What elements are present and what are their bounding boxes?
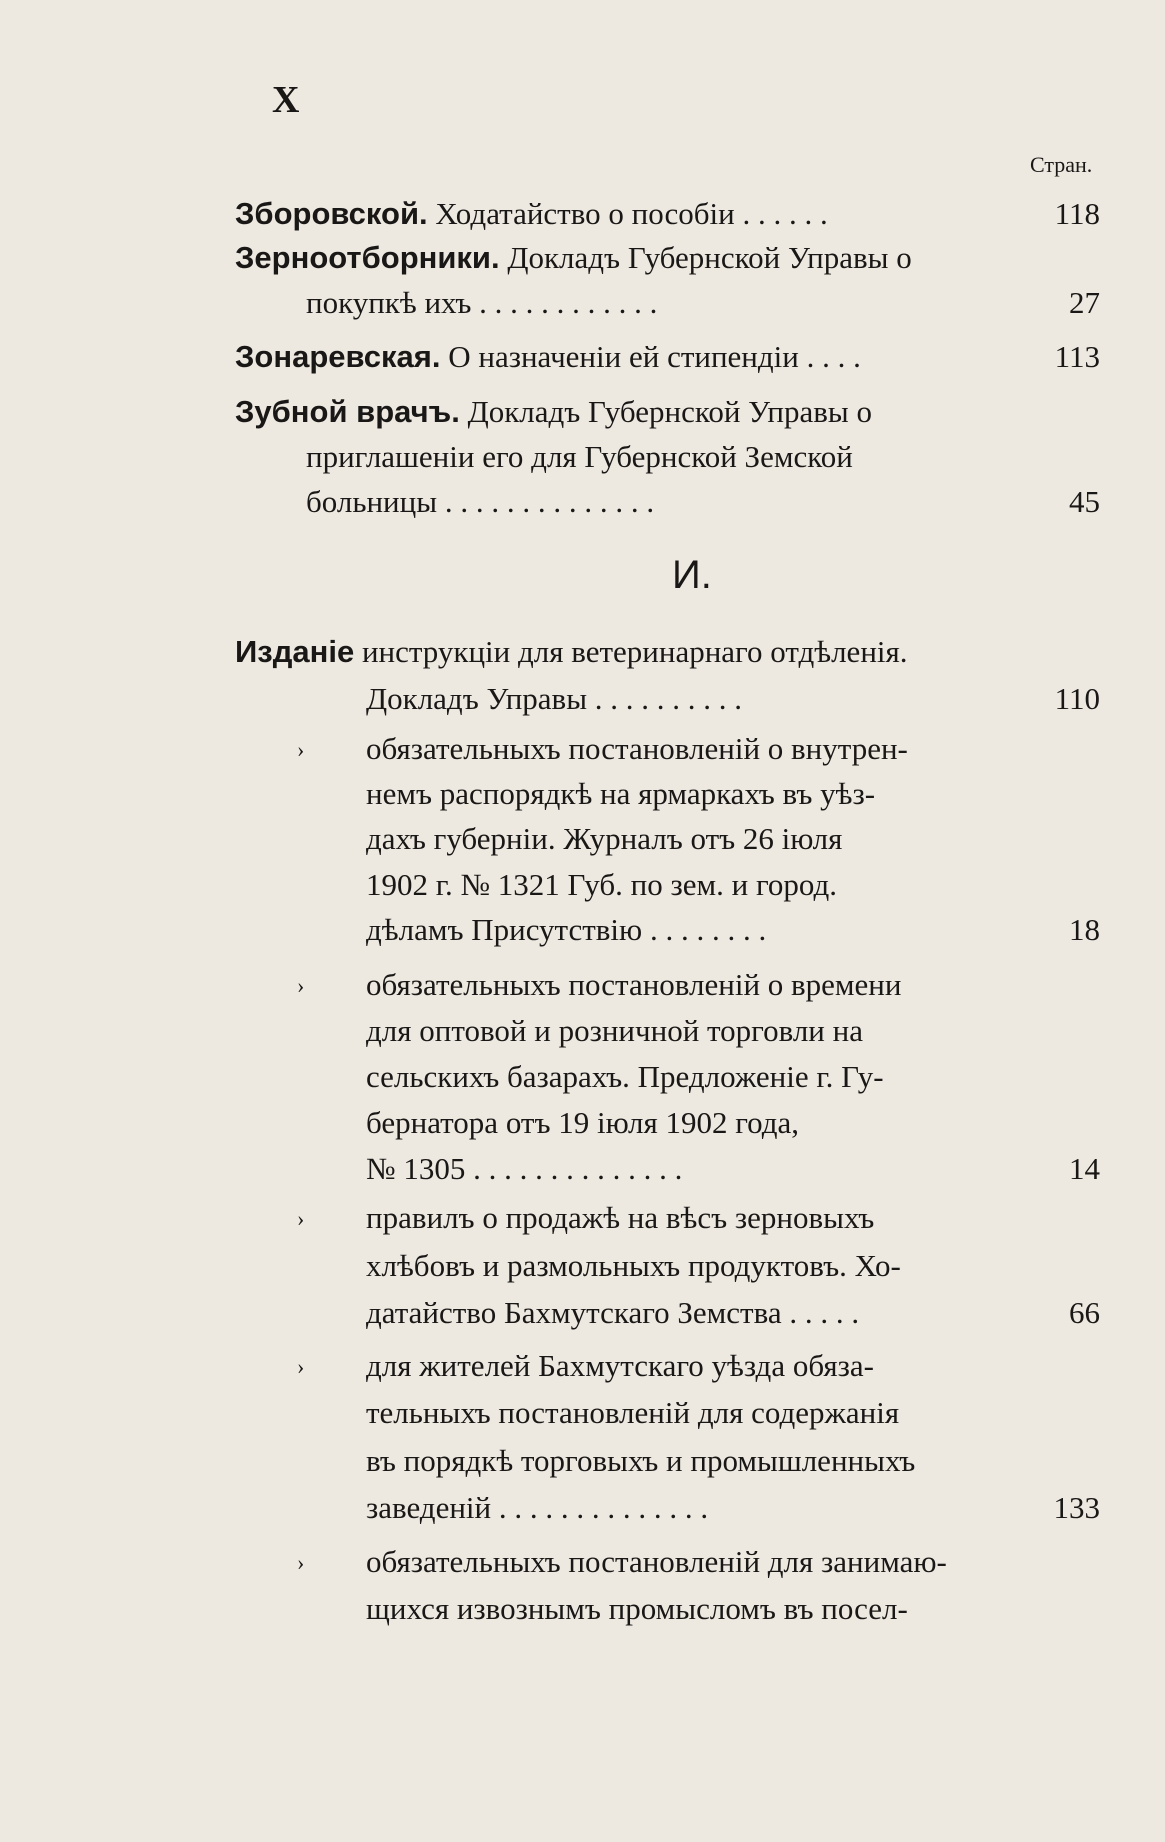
entry-text: инструкціи для ветеринарнаго отдѣленія. xyxy=(361,634,908,669)
entry-line xyxy=(235,396,872,427)
entry-line: Докладъ Управы . . . . . . . . . . xyxy=(366,681,743,716)
entry-line xyxy=(235,341,861,372)
ditto-mark: › xyxy=(297,1354,305,1379)
entry-line: № 1305 . . . . . . . . . . . . . . xyxy=(366,1151,683,1186)
entry-text: Докладъ Губернской Управы о xyxy=(507,240,912,275)
ditto-mark: › xyxy=(297,1550,305,1575)
entry-line: для оптовой и розничной торговли на xyxy=(366,1013,863,1048)
entry-line: заведеній . . . . . . . . . . . . . . xyxy=(366,1490,709,1525)
entry-line: для жителей Бахмутскаго уѣзда обяза- xyxy=(366,1348,874,1383)
entry-line: обязательныхъ постановленій о времени xyxy=(366,967,902,1002)
entry-line: бернатора отъ 19 іюля 1902 года, xyxy=(366,1105,800,1140)
entry-text: Докладъ Губернской Управы о xyxy=(467,394,872,429)
entry-page: 113 xyxy=(1054,339,1100,374)
entry-line: хлѣбовъ и размольныхъ продуктовъ. Хо- xyxy=(366,1248,901,1283)
entry-head: Зонаревская. xyxy=(235,339,441,374)
entry-page: 27 xyxy=(1069,285,1100,320)
entry-page: 45 xyxy=(1069,484,1100,519)
entry-line: обязательныхъ постановленій для занимаю- xyxy=(366,1544,947,1579)
entry-page: 118 xyxy=(1054,196,1100,231)
entry-head: Зборовской. xyxy=(235,196,428,231)
entry-line: щихся извознымъ промысломъ въ посел- xyxy=(366,1591,908,1626)
entry-text: О назначеніи ей стипендіи . . . . xyxy=(448,339,861,374)
entry-line: въ порядкѣ торговыхъ и промышленныхъ xyxy=(366,1443,916,1478)
entry-page: 66 xyxy=(1069,1295,1100,1330)
ditto-mark: › xyxy=(297,737,305,762)
entry-line: дахъ губерніи. Журналъ отъ 26 іюля xyxy=(366,821,843,856)
entry-head: Зубной врачъ. xyxy=(235,394,460,429)
entry-head: Изданіе xyxy=(235,634,355,669)
entry-head: Зерноотборники. xyxy=(235,240,500,275)
entry-text: Ходатайство о пособіи . . . . . . xyxy=(435,196,828,231)
entry-line xyxy=(235,242,912,273)
ditto-mark: › xyxy=(297,1206,305,1231)
page-number: X xyxy=(272,79,300,121)
entry-line: датайство Бахмутскаго Земства . . . . . xyxy=(366,1295,860,1330)
entry-line: сельскихъ базарахъ. Предложеніе г. Гу- xyxy=(366,1059,884,1094)
ditto-mark: › xyxy=(297,973,305,998)
entry-page: 18 xyxy=(1069,912,1100,947)
entry-page: 14 xyxy=(1069,1151,1100,1186)
entry-line: тельныхъ постановленій для содержанія xyxy=(366,1395,900,1430)
entry-line: больницы . . . . . . . . . . . . . . xyxy=(306,484,655,519)
entry-line xyxy=(235,636,908,667)
entry-line: правилъ о продажѣ на вѣсъ зерновыхъ xyxy=(366,1200,875,1235)
entry-page: 133 xyxy=(1053,1490,1100,1525)
entry-page: 110 xyxy=(1054,681,1100,716)
entry-line: дѣламъ Присутствію . . . . . . . . xyxy=(366,912,767,947)
entry-line: обязательныхъ постановленій о внутрен- xyxy=(366,731,908,766)
entry-line: покупкѣ ихъ . . . . . . . . . . . . xyxy=(306,285,658,320)
entry-line: приглашеніи его для Губернской Земской xyxy=(306,439,853,474)
entry-line: немъ распорядкѣ на ярмаркахъ въ уѣз- xyxy=(366,776,876,811)
section-letter: И. xyxy=(672,553,712,597)
entry-line xyxy=(235,198,828,229)
entry-line: 1902 г. № 1321 Губ. по зем. и город. xyxy=(366,867,838,902)
column-header: Стран. xyxy=(1030,152,1093,177)
